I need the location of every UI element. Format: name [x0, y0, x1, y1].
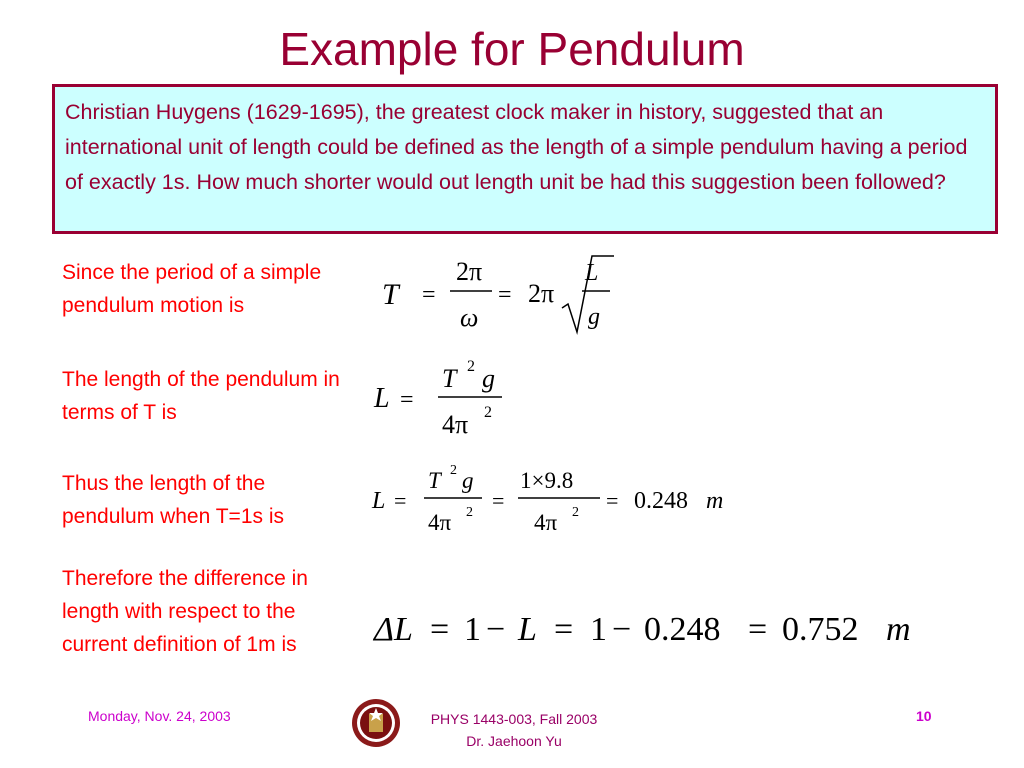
instructor-name: Dr. Jaehoon Yu [466, 733, 562, 749]
svg-text:=: = [492, 488, 505, 513]
footer-date: Monday, Nov. 24, 2003 [88, 708, 231, 724]
svg-text:2: 2 [572, 505, 579, 520]
slide-title: Example for Pendulum [279, 23, 745, 75]
footer-course [416, 708, 612, 752]
svg-text:g: g [462, 468, 474, 493]
svg-text:=: = [606, 488, 619, 513]
svg-text:−: − [612, 611, 632, 648]
svg-text:=: = [422, 282, 436, 308]
svg-text:0.248: 0.248 [644, 611, 721, 648]
svg-text:ω: ω [460, 303, 479, 332]
svg-text:T: T [382, 278, 399, 311]
step-4-text: Therefore the difference in length with respect to the current definition of 1m is [62, 567, 308, 656]
difference-equation [372, 600, 972, 656]
svg-text:T: T [442, 364, 457, 393]
period-equation [370, 250, 630, 340]
svg-text:4π: 4π [428, 510, 452, 535]
svg-text:T: T [428, 468, 441, 493]
svg-text:2: 2 [450, 463, 457, 478]
svg-text:L: L [372, 488, 386, 514]
svg-text:0.248: 0.248 [634, 488, 688, 514]
svg-text:4π: 4π [442, 410, 469, 439]
svg-text:=: = [554, 611, 574, 648]
svg-text:1×9.8: 1×9.8 [520, 468, 574, 493]
svg-text:m: m [706, 488, 724, 514]
svg-text:L: L [585, 260, 599, 286]
step-2-text: The length of the pendulum in terms of T is [62, 368, 340, 424]
svg-text:=: = [394, 488, 407, 513]
problem-box [52, 84, 998, 234]
course-name: PHYS 1443-003, Fall 2003 [430, 711, 598, 727]
svg-text:2π: 2π [456, 257, 483, 286]
svg-text:2: 2 [467, 358, 475, 375]
svg-text:2: 2 [484, 404, 492, 421]
svg-text:=: = [430, 611, 450, 648]
step-1-text: Since the period of a simple pendulum motion is [62, 261, 322, 317]
svg-text:L: L [518, 611, 537, 648]
svg-text:1: 1 [464, 611, 481, 648]
svg-text:m: m [886, 611, 911, 648]
svg-text:4π: 4π [534, 510, 558, 535]
step-3-text: Thus the length of the pendulum when T=1s is [62, 472, 284, 528]
page-number: 10 [916, 708, 932, 724]
svg-text:0.752: 0.752 [782, 611, 859, 648]
length-value-equation [370, 460, 750, 540]
problem-text: Christian Huygens (1629-1695), the greatest clock maker in history, suggested that an international unit of length could be defined as the length of a simple pendulum having a period of exactly 1s. How much shorter would out length unit be had this suggestion been followed? [65, 100, 968, 194]
university-seal-icon [351, 698, 401, 748]
length-equation [370, 355, 550, 445]
svg-text:L: L [374, 383, 390, 414]
svg-text:=: = [748, 611, 768, 648]
svg-text:2π: 2π [528, 279, 555, 308]
svg-text:=: = [498, 282, 512, 308]
svg-text:g: g [588, 304, 600, 330]
svg-text:1: 1 [590, 611, 607, 648]
svg-text:g: g [482, 364, 495, 393]
svg-text:−: − [486, 611, 506, 648]
svg-text:2: 2 [466, 505, 473, 520]
svg-text:=: = [400, 387, 414, 413]
svg-text:ΔL: ΔL [374, 611, 413, 648]
